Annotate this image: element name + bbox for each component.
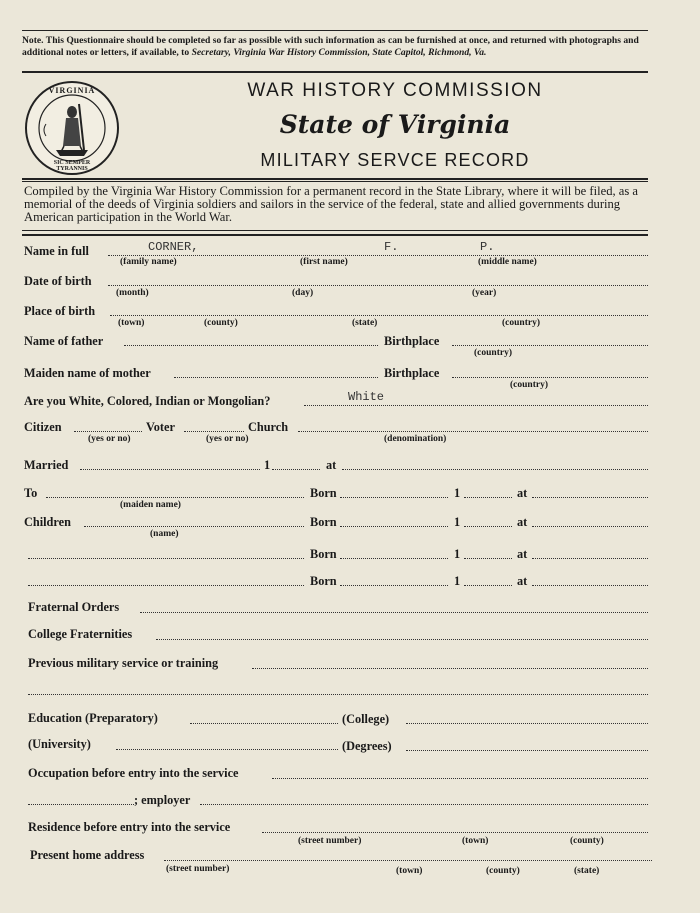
mother-label: Maiden name of mother bbox=[24, 366, 151, 380]
child-name-caption: (name) bbox=[150, 529, 179, 539]
to-label: To bbox=[24, 486, 38, 500]
child1-line[interactable] bbox=[84, 525, 304, 527]
child2-at-label: at bbox=[517, 547, 528, 561]
child2-line[interactable] bbox=[28, 557, 304, 559]
name-line[interactable] bbox=[108, 254, 648, 256]
employer-line[interactable] bbox=[200, 803, 648, 805]
child3-year-prefix: 1 bbox=[454, 574, 461, 588]
college-line[interactable] bbox=[406, 722, 648, 724]
child2-year-prefix: 1 bbox=[454, 547, 461, 561]
child3-line[interactable] bbox=[28, 584, 304, 586]
university-label: (University) bbox=[28, 737, 91, 751]
denomination-caption: (denomination) bbox=[384, 434, 447, 444]
day-caption: (day) bbox=[292, 288, 314, 298]
present-street-caption: (street number) bbox=[166, 864, 230, 874]
year-caption: (year) bbox=[472, 288, 497, 298]
compiled-paragraph: Compiled by the Virginia War History Commission for a permanent record in the State Library, where it will be filed, as a memorial of the deeds of Virginia soldiers and sailors in the service of the federal, state and allied governments during American participation in the World War. bbox=[24, 184, 639, 224]
military-label: Previous military service or training bbox=[28, 656, 219, 670]
seal-motto: SIC SEMPER TYRANNIS bbox=[53, 160, 91, 172]
pob-line[interactable] bbox=[110, 314, 648, 316]
race-label: Are you White, Colored, Indian or Mongolian? bbox=[24, 394, 271, 408]
child2-year-line[interactable] bbox=[464, 557, 512, 559]
father-birthplace-label: Birthplace bbox=[384, 334, 440, 348]
married-place-line[interactable] bbox=[342, 468, 648, 470]
preparatory-line[interactable] bbox=[190, 722, 338, 724]
child3-year-line[interactable] bbox=[464, 584, 512, 586]
header-state: State of Virginia bbox=[279, 110, 511, 139]
married-date-line[interactable] bbox=[80, 468, 260, 470]
spouse-at-label: at bbox=[517, 486, 528, 500]
form-rule bbox=[22, 230, 648, 231]
child3-at-label: at bbox=[517, 574, 528, 588]
citizen-caption: (yes or no) bbox=[88, 434, 131, 444]
residence-label: Residence before entry into the service bbox=[28, 820, 231, 834]
child1-place-line[interactable] bbox=[532, 525, 648, 527]
spouse-place-line[interactable] bbox=[532, 496, 648, 498]
child3-born-label: Born bbox=[310, 574, 337, 588]
family-name-caption: (family name) bbox=[120, 257, 177, 267]
first-name-value: F. bbox=[384, 240, 399, 254]
married-year-line[interactable] bbox=[272, 468, 320, 470]
mother-birthplace-line[interactable] bbox=[452, 376, 648, 378]
occupation-line[interactable] bbox=[272, 777, 648, 779]
voter-caption: (yes or no) bbox=[206, 434, 249, 444]
fraternal-line[interactable] bbox=[140, 611, 648, 613]
residence-county-caption: (county) bbox=[570, 836, 604, 846]
father-country-caption: (country) bbox=[474, 348, 512, 358]
child3-born-line[interactable] bbox=[340, 584, 448, 586]
maiden-caption: (maiden name) bbox=[120, 500, 181, 510]
child1-year-line[interactable] bbox=[464, 525, 512, 527]
children-label: Children bbox=[24, 515, 71, 529]
child3-place-line[interactable] bbox=[532, 584, 648, 586]
married-year-prefix: 1 bbox=[264, 458, 271, 472]
residence-street-caption: (street number) bbox=[298, 836, 362, 846]
fraternal-label: Fraternal Orders bbox=[28, 600, 120, 614]
employer-label: ; employer bbox=[134, 793, 191, 807]
married-label: Married bbox=[24, 458, 69, 472]
name-label: Name in full bbox=[24, 244, 89, 258]
university-line[interactable] bbox=[116, 748, 338, 750]
pob-label: Place of birth bbox=[24, 304, 96, 318]
mother-birthplace-label: Birthplace bbox=[384, 366, 440, 380]
dob-label: Date of birth bbox=[24, 274, 92, 288]
child1-born-label: Born bbox=[310, 515, 337, 529]
church-label: Church bbox=[248, 420, 289, 434]
child1-born-line[interactable] bbox=[340, 525, 448, 527]
note-paragraph bbox=[22, 35, 652, 59]
first-name-caption: (first name) bbox=[300, 257, 348, 267]
child2-born-line[interactable] bbox=[340, 557, 448, 559]
race-line[interactable] bbox=[304, 404, 648, 406]
residence-line[interactable] bbox=[262, 831, 648, 833]
mother-line[interactable] bbox=[174, 376, 378, 378]
college-label: (College) bbox=[342, 712, 390, 726]
country-caption: (country) bbox=[502, 318, 540, 328]
family-name-value: CORNER, bbox=[148, 240, 199, 254]
father-birthplace-line[interactable] bbox=[452, 344, 648, 346]
military-line[interactable] bbox=[252, 667, 648, 669]
note-rule bbox=[22, 71, 648, 73]
spouse-year-prefix: 1 bbox=[454, 486, 461, 500]
seal-top-text: VIRGINIA bbox=[48, 86, 96, 95]
occupation-line-2[interactable] bbox=[28, 803, 134, 805]
state-caption: (state) bbox=[352, 318, 378, 328]
header-rule bbox=[22, 178, 648, 180]
church-line[interactable] bbox=[298, 430, 648, 432]
residence-town-caption: (town) bbox=[462, 836, 489, 846]
married-at-label: at bbox=[326, 458, 337, 472]
voter-label: Voter bbox=[146, 420, 175, 434]
race-value: White bbox=[348, 390, 385, 404]
header-rule-thin bbox=[22, 181, 648, 182]
present-town-caption: (town) bbox=[396, 866, 423, 876]
middle-name-value: P. bbox=[480, 240, 495, 254]
spouse-born-line[interactable] bbox=[340, 496, 448, 498]
occupation-label: Occupation before entry into the service bbox=[28, 766, 239, 780]
form-rule-thick bbox=[22, 234, 648, 236]
middle-name-caption: (middle name) bbox=[478, 257, 537, 267]
father-line[interactable] bbox=[124, 344, 378, 346]
present-address-label: Present home address bbox=[30, 848, 145, 862]
father-label: Name of father bbox=[24, 334, 104, 348]
child2-place-line[interactable] bbox=[532, 557, 648, 559]
town-caption: (town) bbox=[118, 318, 145, 328]
citizen-label: Citizen bbox=[24, 420, 62, 434]
degrees-label: (Degrees) bbox=[342, 739, 392, 753]
child2-born-label: Born bbox=[310, 547, 337, 561]
virginia-seal bbox=[24, 80, 120, 176]
college-frat-line[interactable] bbox=[156, 638, 648, 640]
note-lead: Note. bbox=[22, 35, 44, 46]
dob-line[interactable] bbox=[108, 284, 648, 286]
child1-year-prefix: 1 bbox=[454, 515, 461, 529]
header-record-title: MILITARY SERVCE RECORD bbox=[260, 150, 530, 170]
spouse-line[interactable] bbox=[46, 496, 304, 498]
present-county-caption: (county) bbox=[486, 866, 520, 876]
present-state-caption: (state) bbox=[574, 866, 600, 876]
header-commission: WAR HISTORY COMMISSION bbox=[247, 80, 543, 101]
county-caption: (county) bbox=[204, 318, 238, 328]
top-rule bbox=[22, 30, 648, 31]
note-address: Secretary, Virginia War History Commission, State Capitol, Richmond, Va. bbox=[191, 47, 487, 58]
spouse-born-label: Born bbox=[310, 486, 337, 500]
military-line-2[interactable] bbox=[28, 693, 648, 695]
note-text: This Questionnaire should be completed so far as possible with such information as can be furnished at once, and returned with photographs and additional notes or letters, if available, to bbox=[22, 35, 639, 58]
spouse-year-line[interactable] bbox=[464, 496, 512, 498]
voter-line[interactable] bbox=[184, 430, 244, 432]
month-caption: (month) bbox=[116, 288, 149, 298]
education-label: Education (Preparatory) bbox=[28, 711, 158, 725]
citizen-line[interactable] bbox=[74, 430, 142, 432]
college-frat-label: College Fraternities bbox=[28, 627, 133, 641]
degrees-line[interactable] bbox=[406, 749, 648, 751]
child1-at-label: at bbox=[517, 515, 528, 529]
present-address-line[interactable] bbox=[164, 859, 652, 861]
mother-country-caption: (country) bbox=[510, 380, 548, 390]
